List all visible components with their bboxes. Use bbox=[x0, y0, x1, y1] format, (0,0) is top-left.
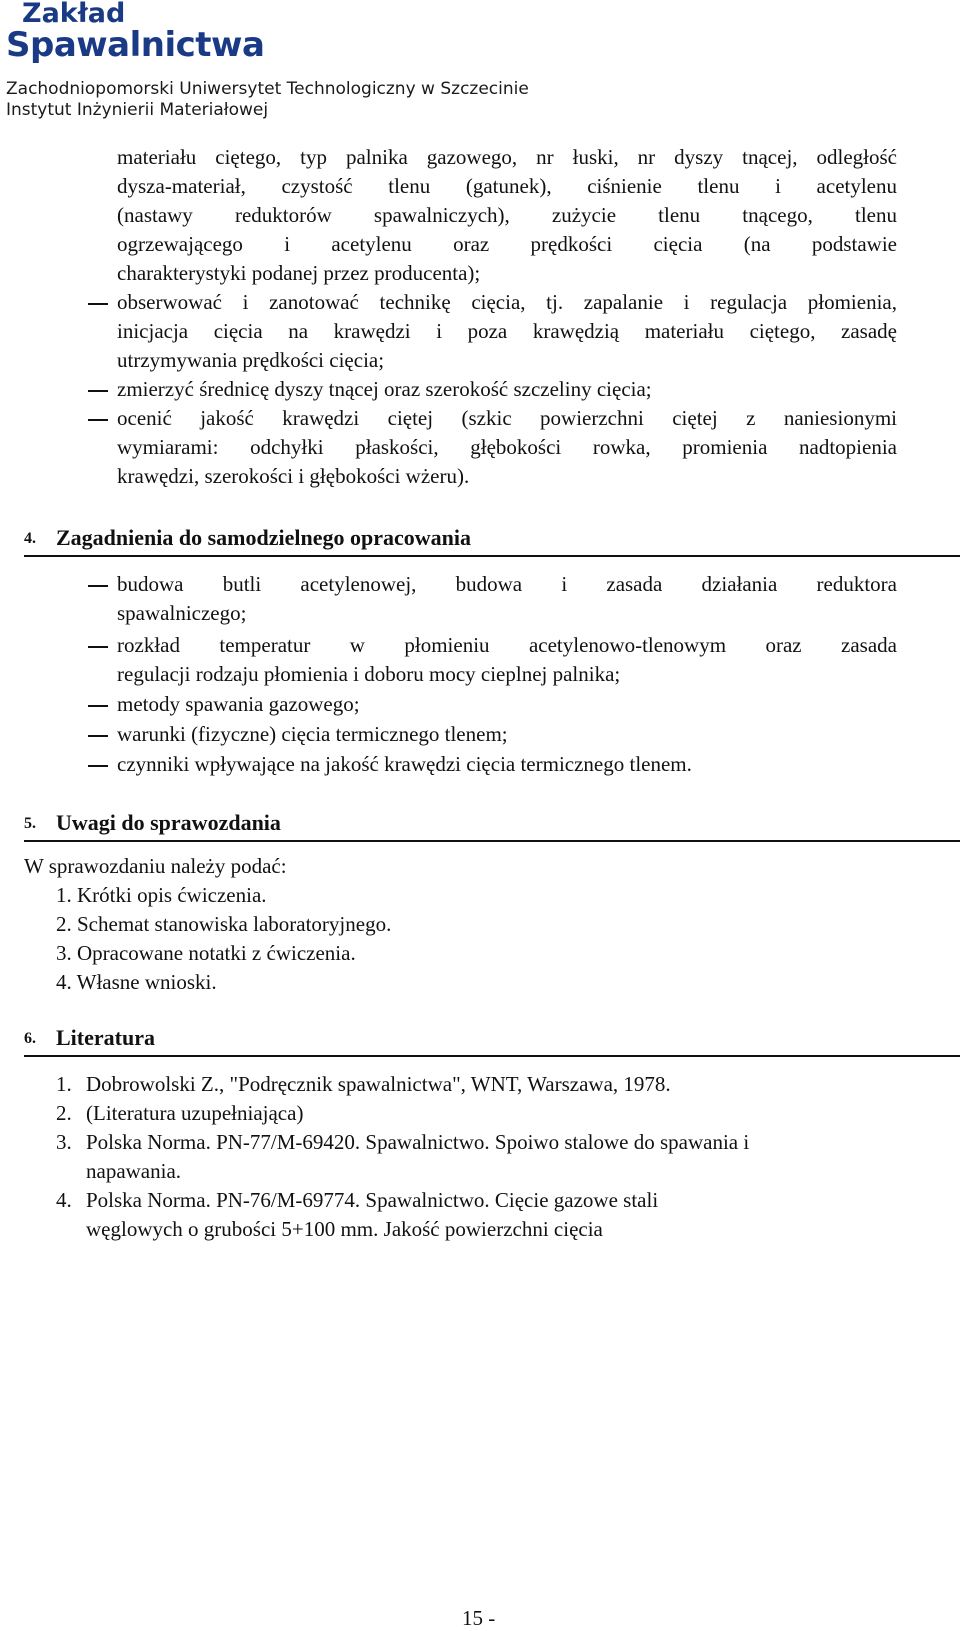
bullet-line: regulacji rodzaju płomienia i doboru mocy cieplnej palnika; bbox=[117, 662, 621, 686]
reference-text: Polska Norma. PN-77/M-69420. Spawalnictwo. Spoiwo stalowe do spawania i bbox=[86, 1130, 750, 1154]
reference-text: węglowych o grubości 5+100 mm. Jakość powierzchni cięcia bbox=[86, 1217, 603, 1241]
report-item: 4. Własne wnioski. bbox=[56, 970, 217, 994]
bullet-line: zmierzyć średnicę dyszy tnącej oraz szerokość szczeliny cięcia; bbox=[117, 377, 652, 401]
report-item: 3. Opracowane notatki z ćwiczenia. bbox=[56, 941, 356, 965]
report-item: 2. Schemat stanowiska laboratoryjnego. bbox=[56, 912, 392, 936]
intro-line: dysza-materiał, czystość tlenu (gatunek), ciśnienie tlenu i acetylenu bbox=[117, 174, 897, 198]
reference-text: Dobrowolski Z., "Podręcznik spawalnictwa", WNT, Warszawa, 1978. bbox=[86, 1072, 671, 1096]
reference-text: (Literatura uzupełniająca) bbox=[86, 1101, 304, 1125]
bullet-dash bbox=[88, 419, 108, 421]
section-number: 5. bbox=[24, 815, 36, 832]
bullet-dash bbox=[88, 390, 108, 392]
reference-text: napawania. bbox=[86, 1159, 182, 1183]
section-title: Uwagi do sprawozdania bbox=[56, 810, 281, 835]
bullet-dash bbox=[88, 585, 108, 587]
bullet-dash bbox=[88, 735, 108, 737]
intro-line: materiału ciętego, typ palnika gazowego, nr łuski, nr dyszy tnącej, odległość bbox=[117, 145, 897, 169]
report-item: 1. Krótki opis ćwiczenia. bbox=[56, 883, 267, 907]
bullet-line: spawalniczego; bbox=[117, 601, 247, 625]
section-rule bbox=[24, 555, 960, 557]
bullet-line: rozkład temperatur w płomieniu acetylenowo-tlenowym oraz zasada bbox=[117, 633, 897, 657]
bullet-line: metody spawania gazowego; bbox=[117, 692, 360, 716]
bullet-line: krawędzi, szerokości i głębokości wżeru). bbox=[117, 464, 470, 488]
page-number: 15 - bbox=[462, 1606, 496, 1630]
reference-number: 1. bbox=[56, 1072, 72, 1096]
intro-line: (nastawy reduktorów spawalniczych), zużycie tlenu tnącego, tlenu bbox=[117, 203, 897, 227]
bullet-line: utrzymywania prędkości cięcia; bbox=[117, 348, 385, 372]
bullet-line: wymiarami: odchyłki płaskości, głębokości rowka, promienia nadtopienia bbox=[117, 435, 897, 459]
bullet-dash bbox=[88, 765, 108, 767]
university-name: Zachodniopomorski Uniwersytet Technologiczny w Szczecinie bbox=[6, 79, 529, 99]
bullet-line: obserwować i zanotować technikę cięcia, tj. zapalanie i regulacja płomienia, bbox=[117, 290, 897, 314]
section-number: 6. bbox=[24, 1030, 36, 1047]
section-title: Zagadnienia do samodzielnego opracowania bbox=[56, 525, 471, 550]
section-rule bbox=[24, 1055, 960, 1057]
bullet-dash bbox=[88, 705, 108, 707]
intro-line: charakterystyki podanej przez producenta); bbox=[117, 261, 481, 285]
bullet-line: warunki (fizyczne) cięcia termicznego tlenem; bbox=[117, 722, 508, 746]
section-title: Literatura bbox=[56, 1025, 155, 1050]
logo-line-1: Zakład bbox=[22, 0, 126, 29]
bullet-line: czynniki wpływające na jakość krawędzi cięcia termicznego tlenem. bbox=[117, 752, 692, 776]
section-rule bbox=[24, 840, 960, 842]
bullet-line: ocenić jakość krawędzi ciętej (szkic powierzchni ciętej z naniesionymi bbox=[117, 406, 897, 430]
intro-line: ogrzewającego i acetylenu oraz prędkości cięcia (na podstawie bbox=[117, 232, 897, 256]
bullet-dash bbox=[88, 303, 108, 305]
bullet-line: budowa butli acetylenowej, budowa i zasada działania reduktora bbox=[117, 572, 897, 596]
reference-number: 3. bbox=[56, 1130, 72, 1154]
logo-line-2: Spawalnictwa bbox=[6, 25, 265, 65]
bullet-dash bbox=[88, 646, 108, 648]
institute-name: Instytut Inżynierii Materiałowej bbox=[6, 100, 269, 120]
section-number: 4. bbox=[24, 530, 36, 547]
reference-text: Polska Norma. PN-76/M-69774. Spawalnictwo. Cięcie gazowe stali bbox=[86, 1188, 659, 1212]
reference-number: 4. bbox=[56, 1188, 72, 1212]
reference-number: 2. bbox=[56, 1101, 72, 1125]
report-intro: W sprawozdaniu należy podać: bbox=[24, 854, 287, 878]
bullet-line: inicjacja cięcia na krawędzi i poza krawędzią materiału ciętego, zasadę bbox=[117, 319, 897, 343]
